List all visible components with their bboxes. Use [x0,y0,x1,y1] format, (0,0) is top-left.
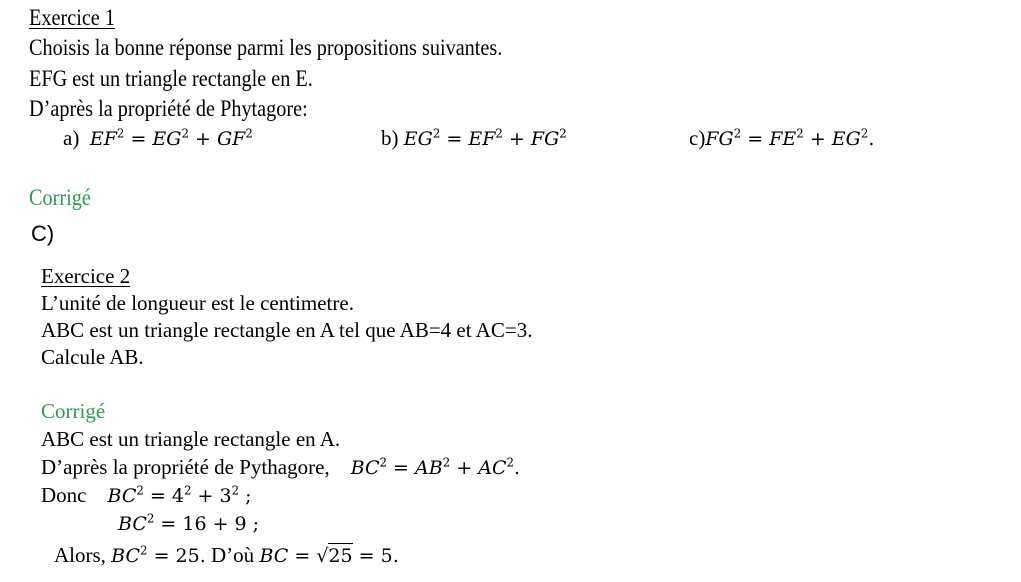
solution-line-4: $BC^2 = 16 + 9$ ; [118,511,260,535]
square-root: 25 [328,545,353,567]
exercise-2-statement: ABC est un triangle rectangle en A tel que AB=4 et AC=3. [41,318,533,342]
solution-line-3: Donc $BC^2 = 4^2 + 3^2$ ; [41,483,252,507]
exercise-1-corrige-label: Corrigé [29,185,91,210]
option-b: b) $EG^2 = EF^2 + FG^2$ [381,126,567,150]
option-b-label: b) [381,126,399,150]
solution-line-5: Alors, $BC^2 = 25$. D’où BC = √25 = 5. [54,543,399,567]
exercise-1-answer: C) [31,221,55,246]
exercise-2-corrige-label: Corrigé [41,399,106,423]
option-c-label: c) [689,126,706,150]
option-a-label: a) [63,126,80,150]
option-c: $c)FG^2 = FE^2 + EG^2$. [689,126,875,150]
exercise-1-instruction: Choisis la bonne réponse parmi les propositions suivantes. [29,35,503,60]
solution-line-2: D’après la propriété de Pythagore, $BC^2 = AB^2 + AC^2$. [41,455,521,479]
exercise-2-unit: L’unité de longueur est le centimetre. [41,291,354,315]
option-a: a) $EF^2 = EG^2 + GF^2$ [63,126,253,150]
exercise-2-question: Calcule AB. [41,345,144,369]
exercise-2-title: Exercice 2 [41,264,131,288]
exercise-1-statement: EFG est un triangle rectangle en E. [29,66,313,91]
exercise-1-title: Exercice 1 [29,5,115,30]
solution-line-1: ABC est un triangle rectangle en A. [41,427,341,451]
exercise-1-property: D’après la propriété de Phytagore: [29,96,308,121]
